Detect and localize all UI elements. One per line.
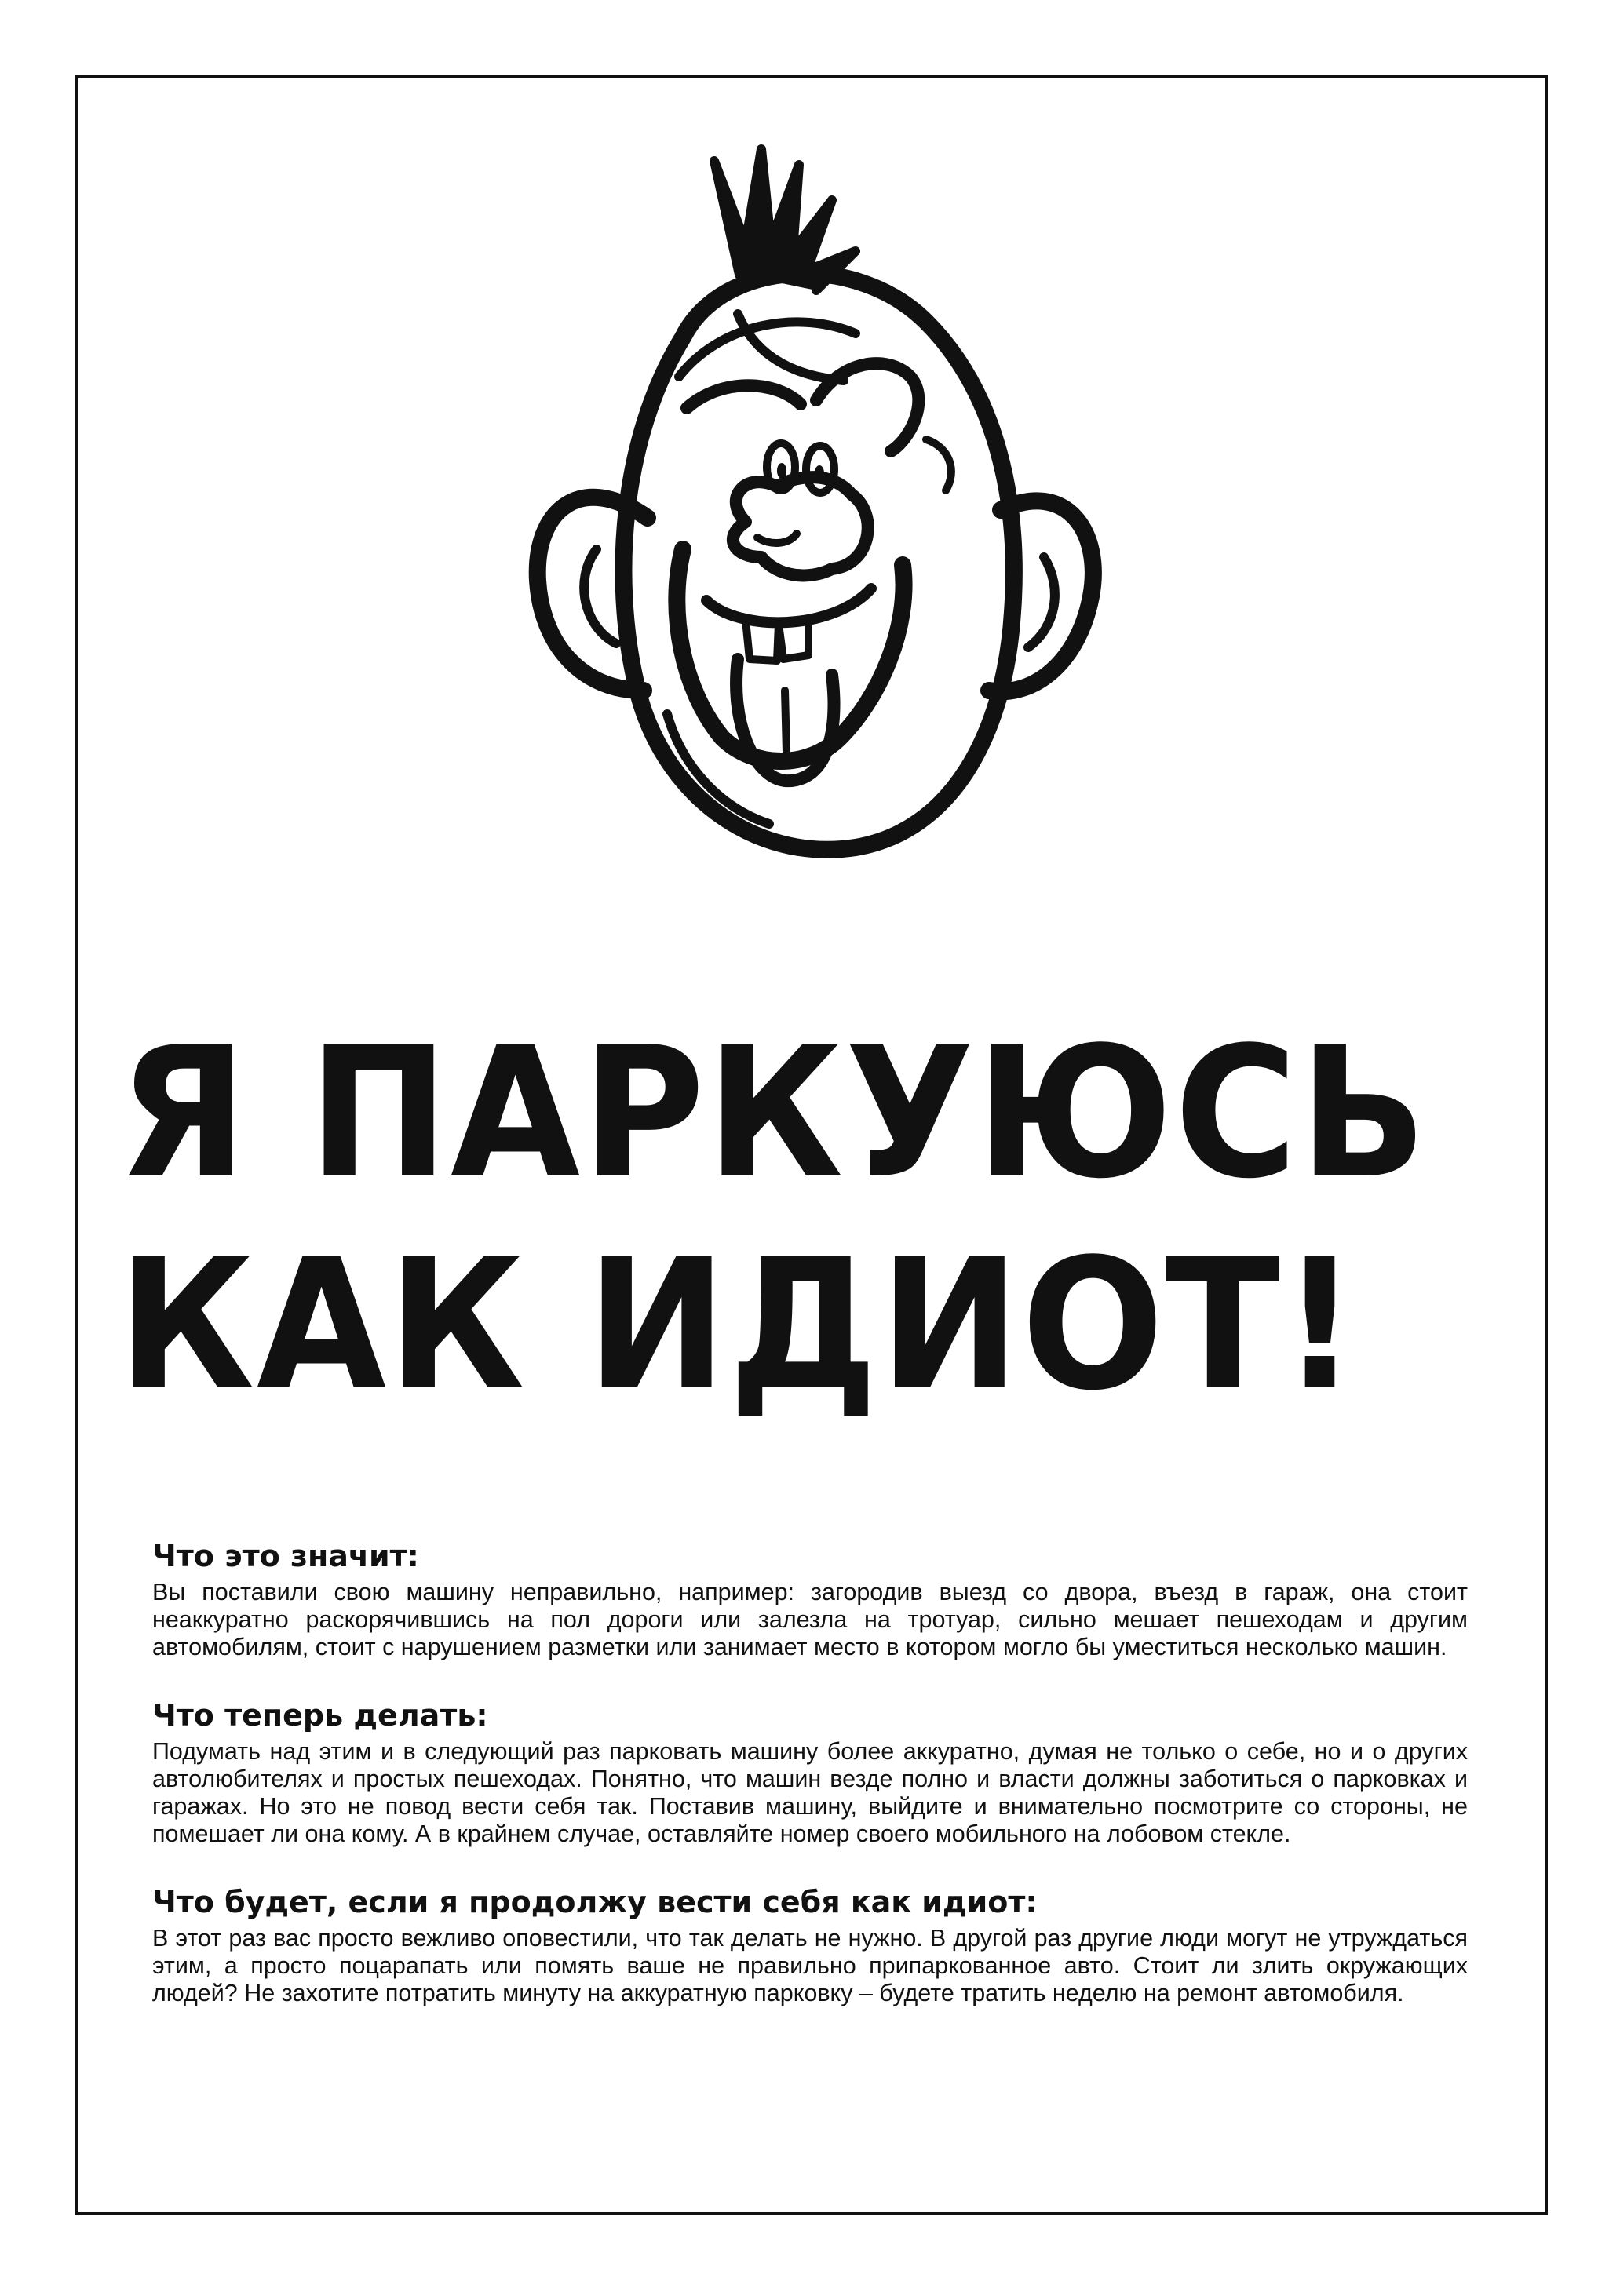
- section-body: В этот раз вас просто вежливо оповестили, что так делать не нужно. В другой раз другие люди могут не утруждаться этим, а просто поцарапать или помять ваше не правильно припаркованное авто. Стоит ли злить окружающих людей? Не захотите потратить минуту на аккуратную парковку – будете тратить неделю на ремонт автомобиля.: [152, 1925, 1468, 2006]
- info-sections: [152, 1538, 1468, 2043]
- headline-line-2: КАК ИДИОТ!: [118, 1221, 1360, 1430]
- section-body: Подумать над этим и в следующий раз парковать машину более аккуратно, думая не только о себе, но и о других автолюбителях и простых пешеходах. Понятно, что машин везде полно и власти должны заботиться о парковках и гаражах. Но это не повод вести себя так. Поставив машину, выйдите и внимательно посмотрите со стороны, не помешает ли она кому. А в крайнем случае, оставляйте номер своего мобильного на лобовом стекле.: [152, 1738, 1468, 1847]
- section-what-it-means: [152, 1538, 1468, 1661]
- section-heading: Что теперь делать:: [152, 1698, 488, 1733]
- cartoon-face-tongue-out-icon: [487, 141, 1130, 926]
- section-body: Вы поставили свою машину неправильно, например: загородив выезд со двора, въезд в гараж, она стоит неаккуратно раскорячившись на пол дороги или залезла на тротуар, сильно мешает пешеходам и другим автомобилям, стоит с нарушением разметки или занимает место в котором могло бы уместиться несколько машин.: [152, 1579, 1468, 1660]
- section-heading: Что это значит:: [152, 1539, 419, 1573]
- section-what-will-happen: [152, 1884, 1468, 2007]
- headline-line-1: Я ПАРКУЮСЬ: [118, 1009, 1428, 1219]
- section-heading: Что будет, если я продолжу вести себя как идиот:: [152, 1885, 1038, 1919]
- section-what-to-do: [152, 1697, 1468, 1848]
